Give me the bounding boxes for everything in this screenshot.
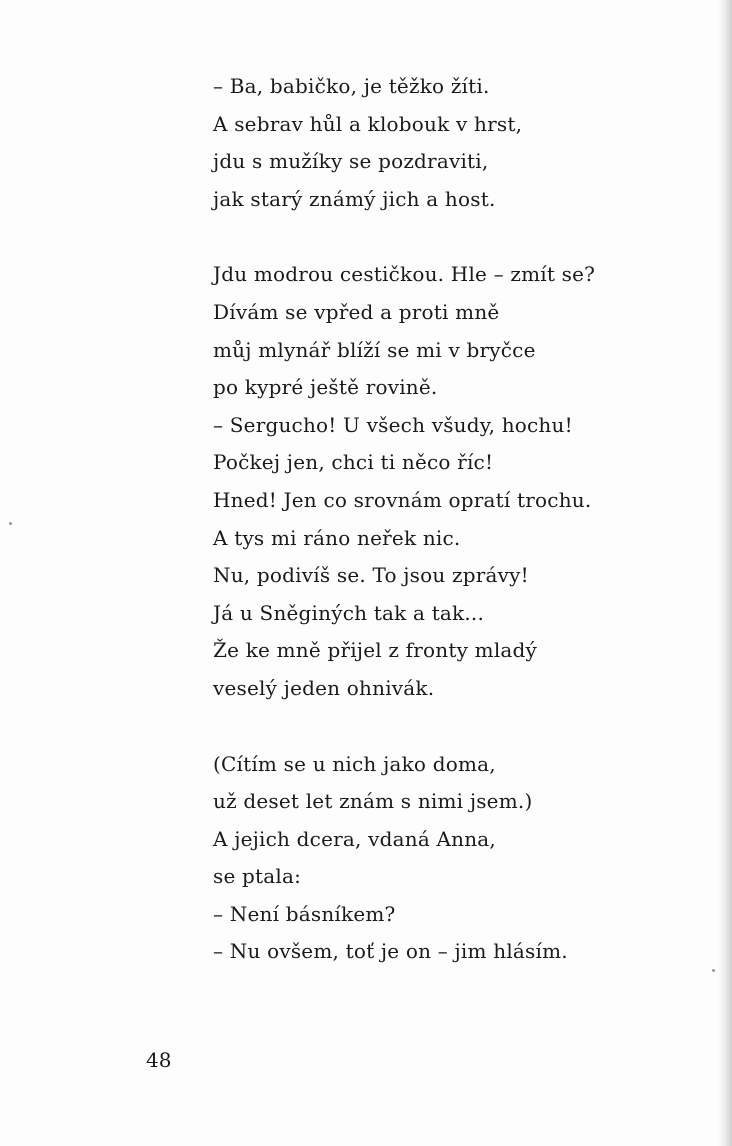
stanza-1 [213, 68, 693, 218]
poem-line: veselý jeden ohnivák. [213, 675, 435, 700]
poem-line: se ptala: [213, 864, 302, 889]
poem-line: Že ke mně přijel z fronty mladý [213, 638, 538, 663]
page-number: 48 [146, 1048, 172, 1072]
poem-line: A tys mi ráno neřek nic. [213, 525, 461, 550]
poem-line: (Cítím se u nich jako doma, [213, 751, 496, 776]
poem-line: – Ba, babičko, je těžko žíti. [213, 74, 490, 98]
page-edge-shadow [718, 0, 732, 1146]
poem-line: můj mlynář blíží se mi v bryčce [213, 337, 536, 362]
poem-line: Počkej jen, chci ti něco říc! [213, 450, 494, 475]
scan-speck [9, 522, 12, 525]
poem-line: jdu s mužíky se pozdraviti, [213, 149, 489, 174]
poem-line: – Sergucho! U všech všudy, hochu! [213, 412, 573, 437]
poem-line: – Není básníkem? [213, 901, 396, 926]
poem-text [213, 68, 693, 971]
poem-line: po kypré ještě rovině. [213, 375, 438, 400]
poem-line: Jdu modrou cestičkou. Hle – zmít se? [213, 262, 596, 287]
stanza-gap [213, 218, 693, 256]
poem-line: A sebrav hůl a klobouk v hrst, [213, 111, 523, 136]
poem-line: jak starý známý jich a host. [213, 186, 496, 211]
scan-speck [712, 969, 715, 972]
poem-line: už deset let znám s nimi jsem.) [213, 789, 533, 814]
poem-line: Já u Sněginých tak a tak... [213, 600, 485, 625]
stanza-3 [213, 746, 693, 972]
poem-line: Hned! Jen co srovnám opratí trochu. [213, 487, 592, 512]
poem-line: Dívám se vpřed a proti mně [213, 299, 500, 324]
poem-line: A jejich dcera, vdaná Anna, [213, 826, 496, 851]
poem-line: Nu, podivíš se. To jsou zprávy! [213, 563, 529, 588]
stanza-2 [213, 256, 693, 707]
stanza-gap [213, 708, 693, 746]
poem-line: – Nu ovšem, toť je on – jim hlásím. [213, 939, 568, 964]
